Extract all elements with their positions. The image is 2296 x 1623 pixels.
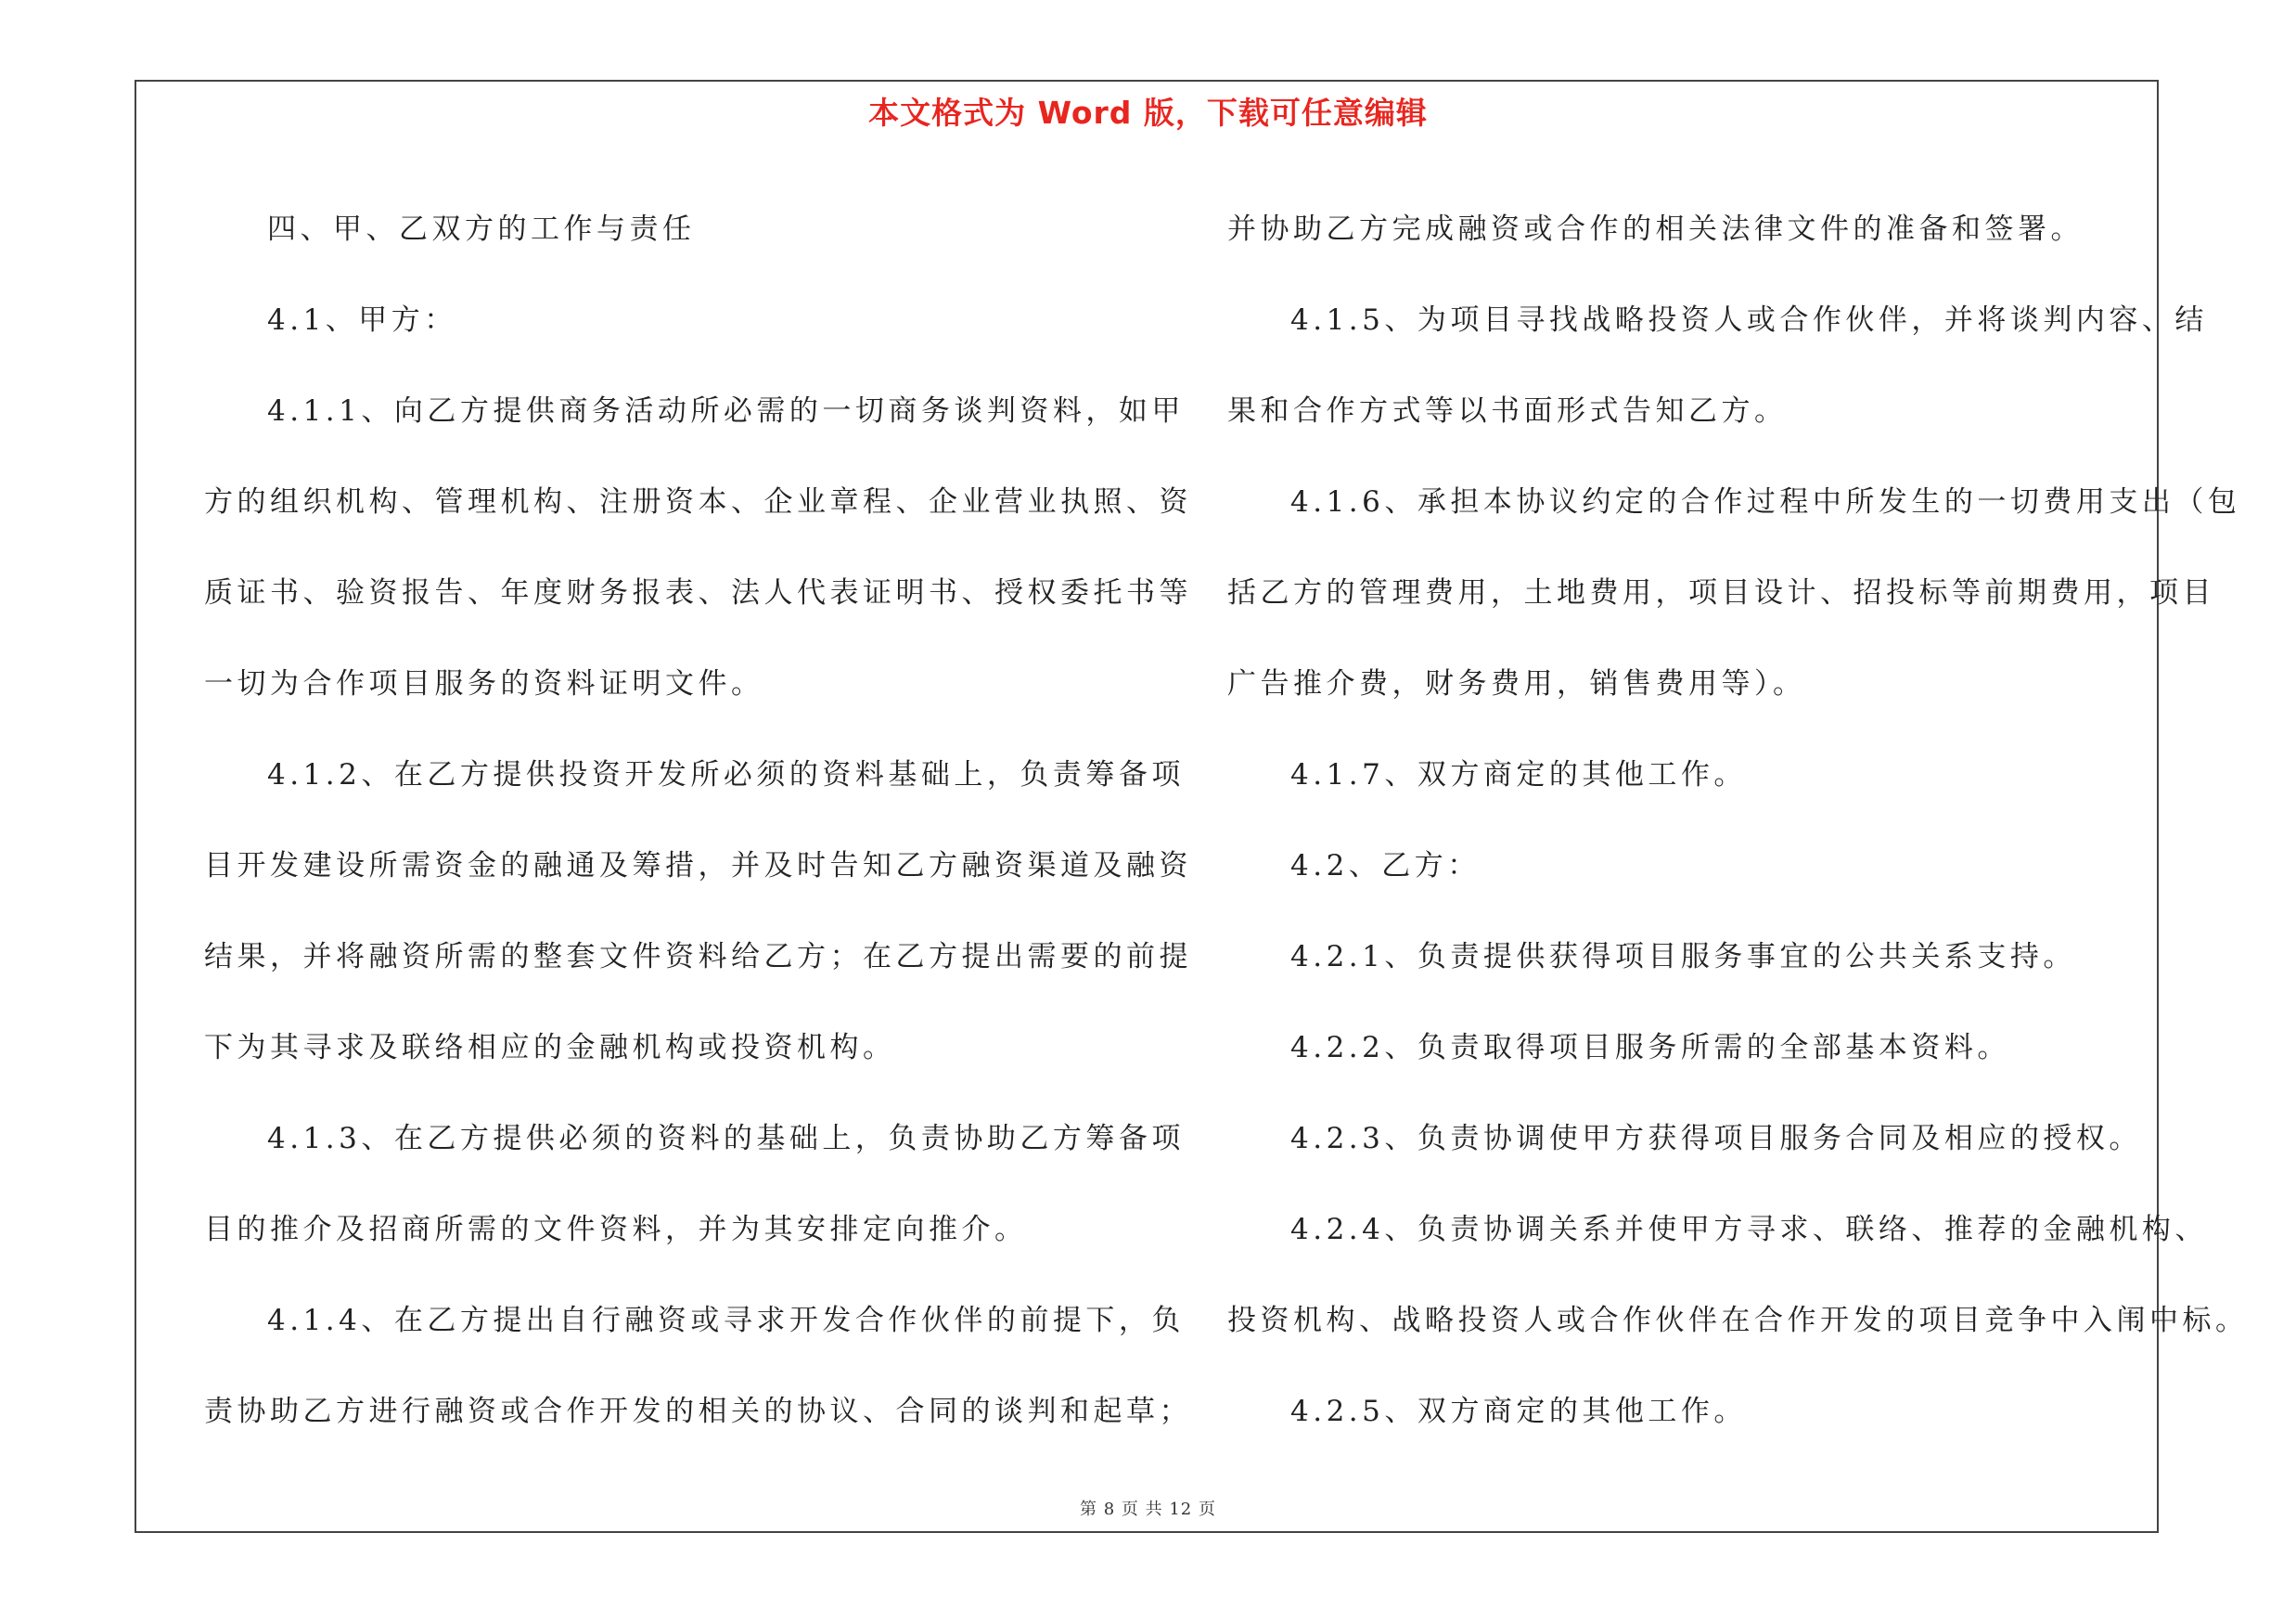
- paragraph-line: 目开发建设所需资金的融通及筹措，并及时告知乙方融资渠道及融资: [204, 849, 1192, 882]
- paragraph-line: 4.1.1、向乙方提供商务活动所必需的一切商务谈判资料，如甲: [267, 394, 1185, 428]
- left-text-column: [204, 184, 1192, 1457]
- paragraph-line: 4.2.1、负责提供获得项目服务事宜的公共关系支持。: [1290, 940, 2076, 973]
- paragraph-line: 下为其寻求及联络相应的金融机构或投资机构。: [204, 1031, 896, 1064]
- paragraph-line: 方的组织机构、管理机构、注册资本、企业章程、企业营业执照、资: [204, 485, 1192, 519]
- paragraph-line: 4.1.3、在乙方提供必须的资料的基础上，负责协助乙方筹备项: [267, 1122, 1185, 1155]
- paragraph-line: 4.1.7、双方商定的其他工作。: [1290, 758, 1747, 792]
- paragraph-line: 4.1.5、为项目寻找战略投资人或合作伙伴，并将谈判内容、结: [1290, 303, 2208, 337]
- paragraph-line: 并协助乙方完成融资或合作的相关法律文件的准备和签署。: [1227, 213, 2084, 246]
- paragraph-line: 一切为合作项目服务的资料证明文件。: [204, 667, 764, 701]
- word-format-banner: 本文格式为 Word 版，下载可任意编辑: [868, 95, 1428, 131]
- clause-heading: 4.1、甲方：: [267, 303, 457, 337]
- paragraph-line: 4.2.5、双方商定的其他工作。: [1290, 1395, 1747, 1428]
- paragraph-line: 4.1.4、在乙方提出自行融资或寻求开发合作伙伴的前提下，负: [267, 1304, 1185, 1337]
- paragraph-line: 括乙方的管理费用，土地费用，项目设计、招投标等前期费用，项目: [1227, 576, 2215, 610]
- section-heading: 四、甲、乙双方的工作与责任: [267, 213, 696, 246]
- paragraph-line: 投资机构、战略投资人或合作伙伴在合作开发的项目竞争中入闱中标。: [1227, 1304, 2249, 1337]
- paragraph-line: 责协助乙方进行融资或合作开发的相关的协议、合同的谈判和起草；: [204, 1395, 1192, 1428]
- paragraph-line: 4.2.3、负责协调使甲方获得项目服务合同及相应的授权。: [1290, 1122, 2142, 1155]
- paragraph-line: 质证书、验资报告、年度财务报表、法人代表证明书、授权委托书等: [204, 576, 1192, 610]
- paragraph-line: 结果，并将融资所需的整套文件资料给乙方；在乙方提出需要的前提: [204, 940, 1192, 973]
- clause-heading: 4.2、乙方：: [1290, 849, 1481, 882]
- paragraph-line: 4.2.2、负责取得项目服务所需的全部基本资料。: [1290, 1031, 2010, 1064]
- paragraph-line: 目的推介及招商所需的文件资料，并为其安排定向推介。: [204, 1213, 1028, 1246]
- paragraph-line: 广告推介费，财务费用，销售费用等）。: [1227, 667, 1806, 701]
- paragraph-line: 4.1.2、在乙方提供投资开发所必须的资料基础上，负责筹备项: [267, 758, 1185, 792]
- paragraph-line: 4.2.4、负责协调关系并使甲方寻求、联络、推荐的金融机构、: [1290, 1213, 2208, 1246]
- page-number-footer: 第 8 页 共 12 页: [1080, 1500, 1216, 1519]
- paragraph-line: 果和合作方式等以书面形式告知乙方。: [1227, 394, 1788, 428]
- right-text-column: [1227, 184, 2249, 1457]
- paragraph-line: 4.1.6、承担本协议约定的合作过程中所发生的一切费用支出（包: [1290, 485, 2241, 519]
